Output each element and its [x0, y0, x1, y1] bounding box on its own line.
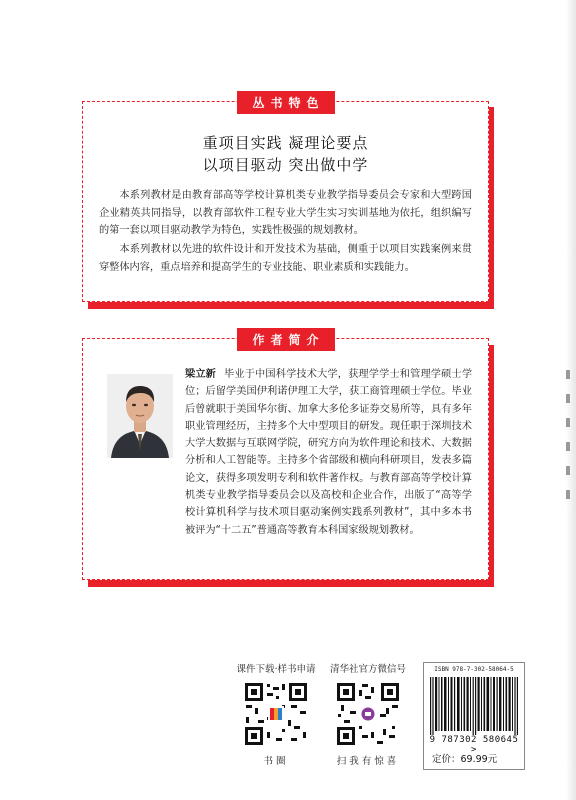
price: 定价：69.99元	[432, 754, 498, 765]
barcode-number: 9 787302 580645 >	[429, 735, 519, 755]
qr-code-icon	[243, 681, 309, 747]
author-box	[82, 333, 489, 580]
qr-caption-wechat: 清华社官方微信号	[329, 664, 406, 675]
features-paragraph-2: 本系列教材以先进的软件设计和开发技术为基础，侧重于以项目实践案例来贯穿整体内容，重点培养和提高学生的专业技能、职业素质和实践能力。	[99, 244, 472, 273]
slogan-line-1: 重项目实践 凝理论要点	[202, 134, 369, 152]
author-title: 作者简介	[236, 328, 334, 351]
author-name: 梁立新	[185, 369, 217, 380]
qr-block-courseware	[230, 661, 322, 767]
qr-caption-courseware: 课件下载·样书申请	[236, 664, 316, 675]
author-bio-text: 毕业于中国科学技术大学，获理学学士和管理学硕士学位；后留学美国伊利诺伊理工大学，获工商管理硕士学位。毕业后曾就职于美国华尔街、加拿大多伦多证券交易所等，具有多年职业管理经历，主持多个大中型项目的研发。现任职于深圳技术大学大数据与互联网学院，研究方向为软件理论和技术、大数据分析和人工智能等。主持多个省部级和横向科研项目，发表多篇论文，获得多项发明专利和软件著作权。与教育部高等学校计算机类专业教学指导委员会以及高校和企业合作，出版了“高等学校计算机科学与技术项目驱动案例实践系列教材”，其中多本书被评为“十二五”普通高等教育本科国家级规划教材。	[185, 369, 473, 536]
features-box	[82, 96, 489, 302]
qr-code-icon	[335, 681, 401, 747]
qr-footer-courseware: 书圈	[263, 756, 289, 767]
qr-block-wechat	[322, 661, 414, 767]
isbn-text: ISBN 978-7-302-58064-5	[434, 666, 514, 673]
author-bio	[185, 366, 472, 539]
features-title: 丛书特色	[236, 91, 334, 114]
features-paragraph-1: 本系列教材是由教育部高等学校计算机类专业教学指导委员会专家和大型跨国企业精英共同指导，以教育部软件工程专业大学生实习实训基地为依托，组织编写的第一套以项目驱动教学为特色，实践性极强的规划教材。	[99, 190, 472, 236]
barcode-icon	[430, 677, 518, 735]
isbn-box	[423, 662, 525, 770]
slogan-line-2: 以项目驱动 突出做中学	[202, 156, 369, 174]
author-photo	[107, 374, 173, 458]
edge-marks	[566, 370, 574, 514]
author-box-shadow-bottom	[88, 580, 494, 587]
qr-footer-wechat: 扫我有惊喜	[336, 756, 400, 767]
features-box-shadow-bottom	[88, 302, 494, 309]
